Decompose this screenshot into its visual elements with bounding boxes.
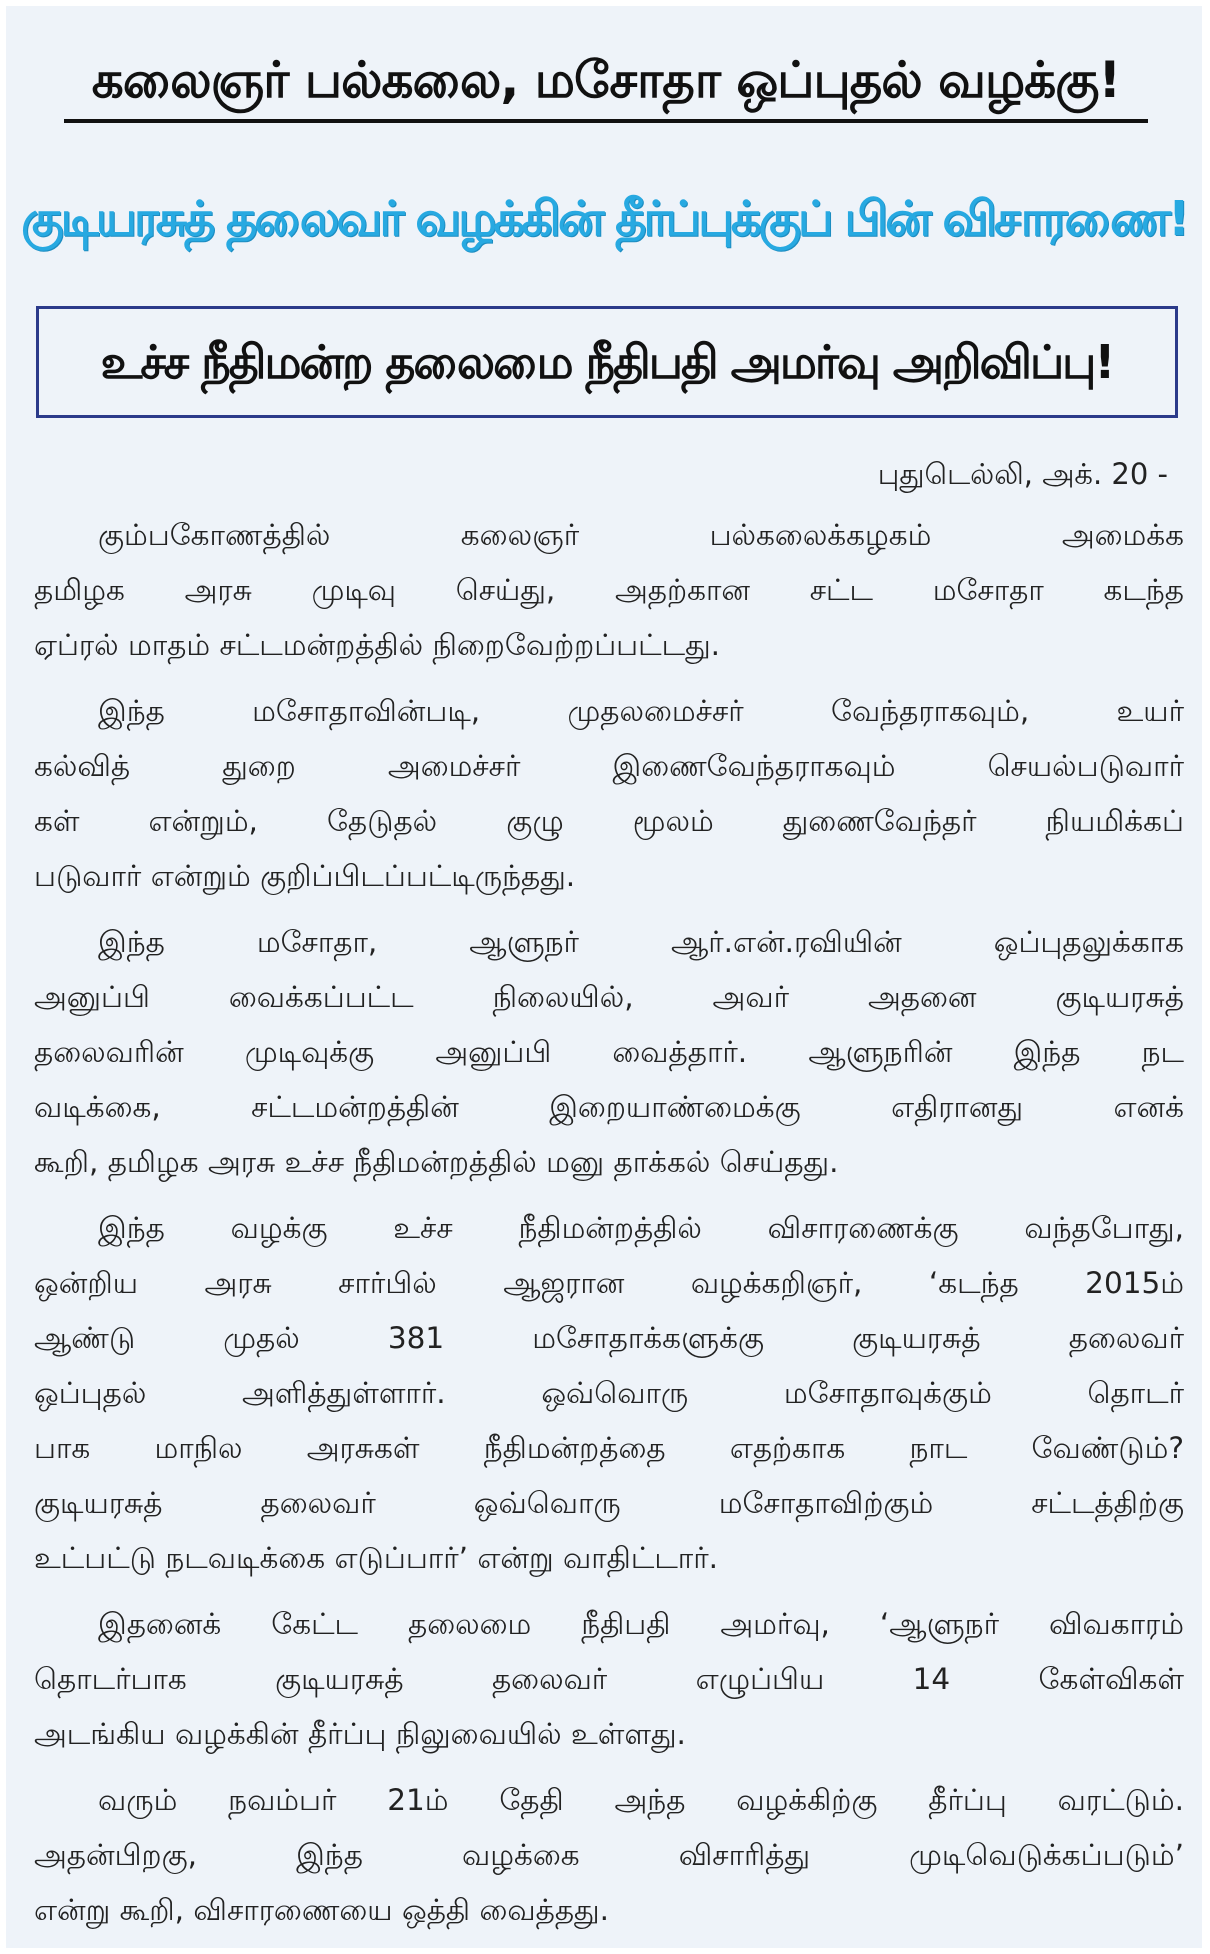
headline-underline — [64, 119, 1148, 123]
paragraph — [34, 1201, 1184, 1586]
article-line: இந்த மசோதா, ஆளுநர் ஆர்.என்.ரவியின் ஒப்புதலுக்காக — [98, 925, 1184, 959]
article-line: தமிழக அரசு முடிவு செய்து, அதற்கான சட்ட மசோதா கடந்த — [34, 573, 1184, 607]
article-line: வடிக்கை, சட்டமன்றத்தின் இறையாண்மைக்கு எதிரானது எனக் — [34, 1090, 1184, 1124]
article-line: ஒப்புதல் அளித்துள்ளார். ஒவ்வொரு மசோதாவுக்கும் தொடர் — [34, 1376, 1184, 1410]
article-line: கூறி, தமிழக அரசு உச்ச நீதிமன்றத்தில் மனு தாக்கல் செய்தது. — [34, 1145, 839, 1179]
article-line: தொடர்பாக குடியரசுத் தலைவர் எழுப்பிய 14 கேள்விகள் — [34, 1662, 1184, 1696]
article-line: அனுப்பி வைக்கப்பட்ட நிலையில், அவர் அதனை குடியரசுத் — [34, 980, 1184, 1014]
paragraph — [34, 1773, 1184, 1938]
paragraph — [34, 1597, 1184, 1762]
article-line: கல்வித் துறை அமைச்சர் இணைவேந்தராகவும் செயல்படுவார் — [34, 749, 1184, 783]
article-line: இந்த மசோதாவின்படி, முதலமைச்சர் வேந்தராகவும், உயர் — [98, 694, 1184, 728]
article-line: அதன்பிறகு, இந்த வழக்கை விசாரித்து முடிவெடுக்கப்படும்’ — [34, 1838, 1184, 1872]
article-line: என்று கூறி, விசாரணையை ஒத்தி வைத்தது. — [34, 1893, 609, 1927]
headline-top: கலைஞர் பல்கலை, மசோதா ஒப்புதல் வழக்கு! — [91, 51, 1121, 109]
article-line: ஆண்டு முதல் 381 மசோதாக்களுக்கு குடியரசுத் தலைவர் — [34, 1321, 1184, 1355]
article-line: உட்பட்டு நடவடிக்கை எடுப்பார்’ என்று வாதிட்டார். — [34, 1541, 719, 1575]
paragraph — [34, 684, 1184, 904]
article-line: இதனைக் கேட்ட தலைமை நீதிபதி அமர்வு, ‘ஆளுநர் விவகாரம் — [98, 1607, 1184, 1641]
headline-main: குடியரசுத் தலைவர் வழக்கின் தீர்ப்புக்குப் பின் விசாரணை! — [21, 191, 1187, 247]
article-body — [34, 508, 1184, 1948]
article-line: ஏப்ரல் மாதம் சட்டமன்றத்தில் நிறைவேற்றப்பட்டது. — [34, 628, 721, 662]
article-line: பாக மாநில அரசுகள் நீதிமன்றத்தை எதற்காக நாட வேண்டும்? — [34, 1431, 1184, 1465]
news-clipping — [6, 6, 1202, 1948]
dateline: புதுடெல்லி, அக். 20 - — [877, 457, 1168, 491]
paragraph — [34, 915, 1184, 1190]
article-line: ஒன்றிய அரசு சார்பில் ஆஜரான வழக்கறிஞர், ‘கடந்த 2015ம் — [34, 1266, 1184, 1300]
article-line: வரும் நவம்பர் 21ம் தேதி அந்த வழக்கிற்கு தீர்ப்பு வரட்டும். — [98, 1783, 1184, 1817]
article-line: கும்பகோணத்தில் கலைஞர் பல்கலைக்கழகம் அமைக்க — [98, 518, 1184, 552]
article-line: இந்த வழக்கு உச்ச நீதிமன்றத்தில் விசாரணைக்கு வந்தபோது, — [98, 1211, 1184, 1245]
article-line: படுவார் என்றும் குறிப்பிடப்பட்டிருந்தது. — [34, 859, 576, 893]
article-line: தலைவரின் முடிவுக்கு அனுப்பி வைத்தார். ஆளுநரின் இந்த நட — [34, 1035, 1184, 1069]
headline-boxed-frame — [36, 306, 1178, 418]
article-line: குடியரசுத் தலைவர் ஒவ்வொரு மசோதாவிற்கும் சட்டத்திற்கு — [34, 1486, 1184, 1520]
headline-boxed: உச்ச நீதிமன்ற தலைமை நீதிபதி அமர்வு அறிவிப்பு! — [100, 335, 1114, 389]
article-line: அடங்கிய வழக்கின் தீர்ப்பு நிலுவையில் உள்ளது. — [34, 1717, 686, 1751]
article-line: கள் என்றும், தேடுதல் குழு மூலம் துணைவேந்தர் நியமிக்கப் — [34, 804, 1184, 838]
paragraph — [34, 508, 1184, 673]
